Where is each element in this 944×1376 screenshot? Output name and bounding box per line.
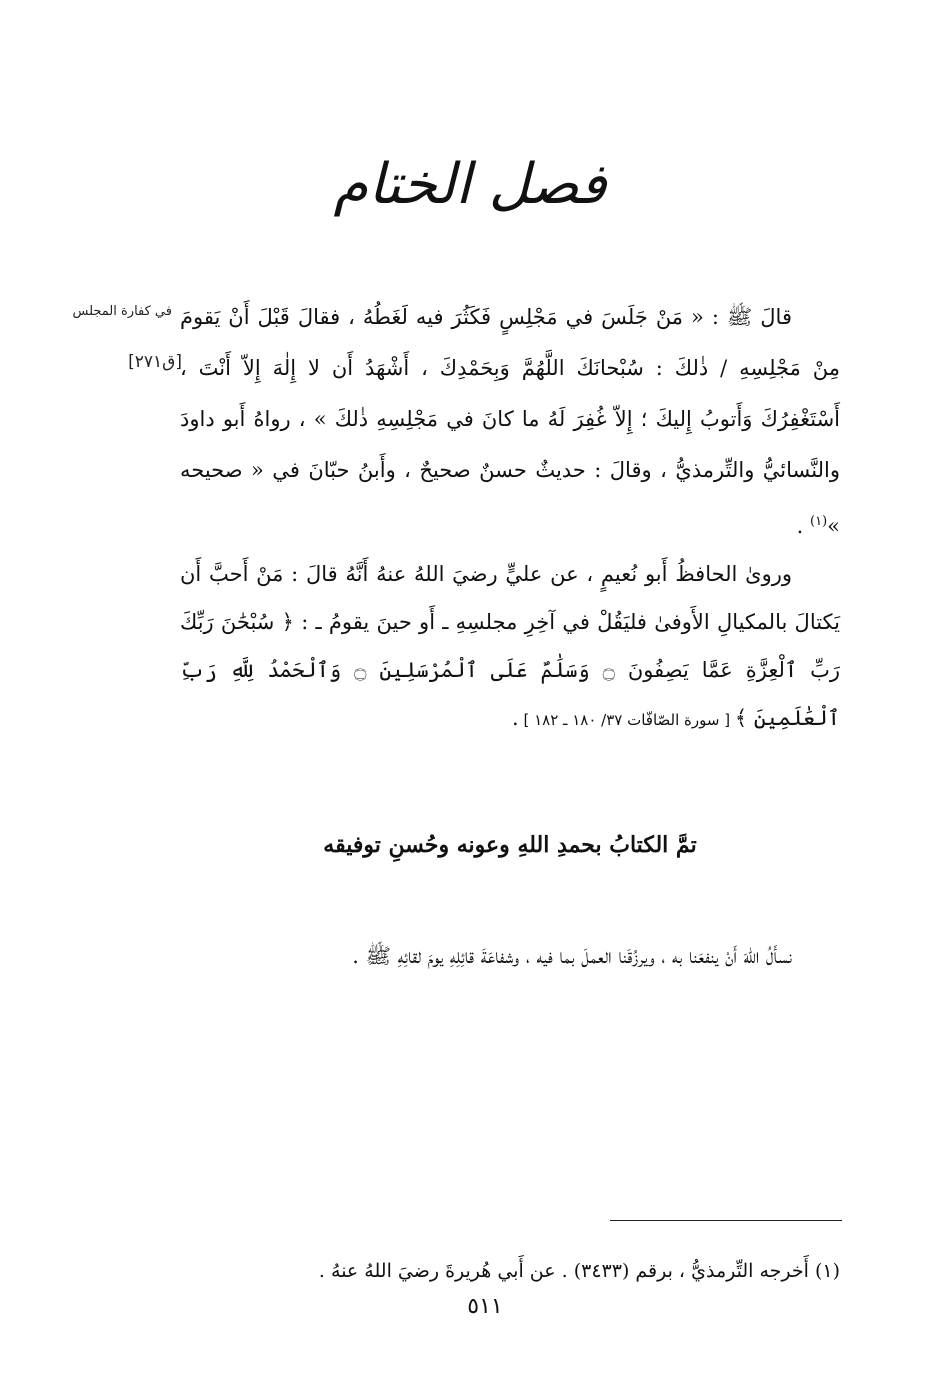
hadith-text: قالَ ﷺ : « مَنْ جَلَسَ في مَجْلِسٍ فَكَثُرَ فيه لَغَطُهُ ، فقالَ قَبْلَ أَنْ يَقومَ مِنْ مَجْلِسِهِ / ذٰلكَ : سُبْحانَكَ اللَّهُمَّ وَبِحَمْدِكَ ، أَشْهَدُ أَن لا إِلٰهَ إِلاّ أَنْتَ ، أَسْتَغْفِرُكَ وَأَتوبُ إِليكَ ؛ إِلاّ غُفِرَ لَهُ ما كانَ في مَجْلِسِهِ ذٰلكَ » ، رواهُ أَبو داودَ والنَّسائيُّ والتِّرمذيُّ ، وقالَ : حديثٌ حسنٌ صحيحٌ ، وأَبنُ حبّانَ في « صحيحه » [180, 305, 840, 538]
page-number: ٥١١ [467, 1294, 503, 1319]
quran-verse: ﴿ سُبْحَٰنَ رَبِّكَ رَبِّ ٱلْعِزَّةِ عَمَّا يَصِفُونَ ۝ وَسَلَٰمٌ عَلَى ٱلْمُرْسَلِينَ ۝ وَٱلْحَمْدُ لِلَّهِ رَبِّ ٱلْعَٰلَمِينَ ﴾ [180, 610, 840, 730]
athar-end: . [512, 706, 519, 730]
chapter-title: فصل الختام [333, 152, 607, 217]
footnote-divider [610, 1220, 842, 1221]
footnote-marker: (١) [814, 1260, 840, 1282]
athar-paragraph [180, 550, 840, 744]
hadith-end: . [796, 514, 810, 538]
verse-citation: [ سورة الصّافّات ٣٧/ ١٨٠ ـ ١٨٢ ] [518, 711, 735, 729]
footnote-text: أَخرجه التِّرمذيُّ ، برقم (٣٤٣٣) . عن أَبي هُريرةَ رضيَ اللهُ عنهُ . [318, 1260, 815, 1282]
footnote [180, 1256, 840, 1286]
footnote-reference: (١) [810, 514, 828, 529]
closing-paragraph: نسأَلُ اللهَ أَنْ ينفعَنا به ، ويرزُقَنا العملَ بما فيه ، وشفاعَةَ قائِلِهِ يومَ لقائِهِ ﷺ . [352, 944, 792, 968]
hadith-paragraph [180, 292, 840, 552]
margin-note-folio: [ق٢٧١] [128, 352, 182, 372]
margin-note-topic: في كفارة المجلس [72, 304, 172, 319]
colophon: تمَّ الكتابُ بحمدِ اللهِ وعونه وحُسنِ توفيقه [323, 832, 697, 858]
athar-intro: وروىٰ الحافظُ أَبو نُعيمٍ ، عن عليٍّ رضيَ اللهُ عنهُ أَنَّهُ قالَ : مَنْ أَحبَّ أَن يَكتالَ بالمكيالِ الأَوفىٰ فليَقُلْ في آخِرِ مجلسِهِ ـ أَو حينَ يقومُ ـ : [180, 562, 840, 634]
